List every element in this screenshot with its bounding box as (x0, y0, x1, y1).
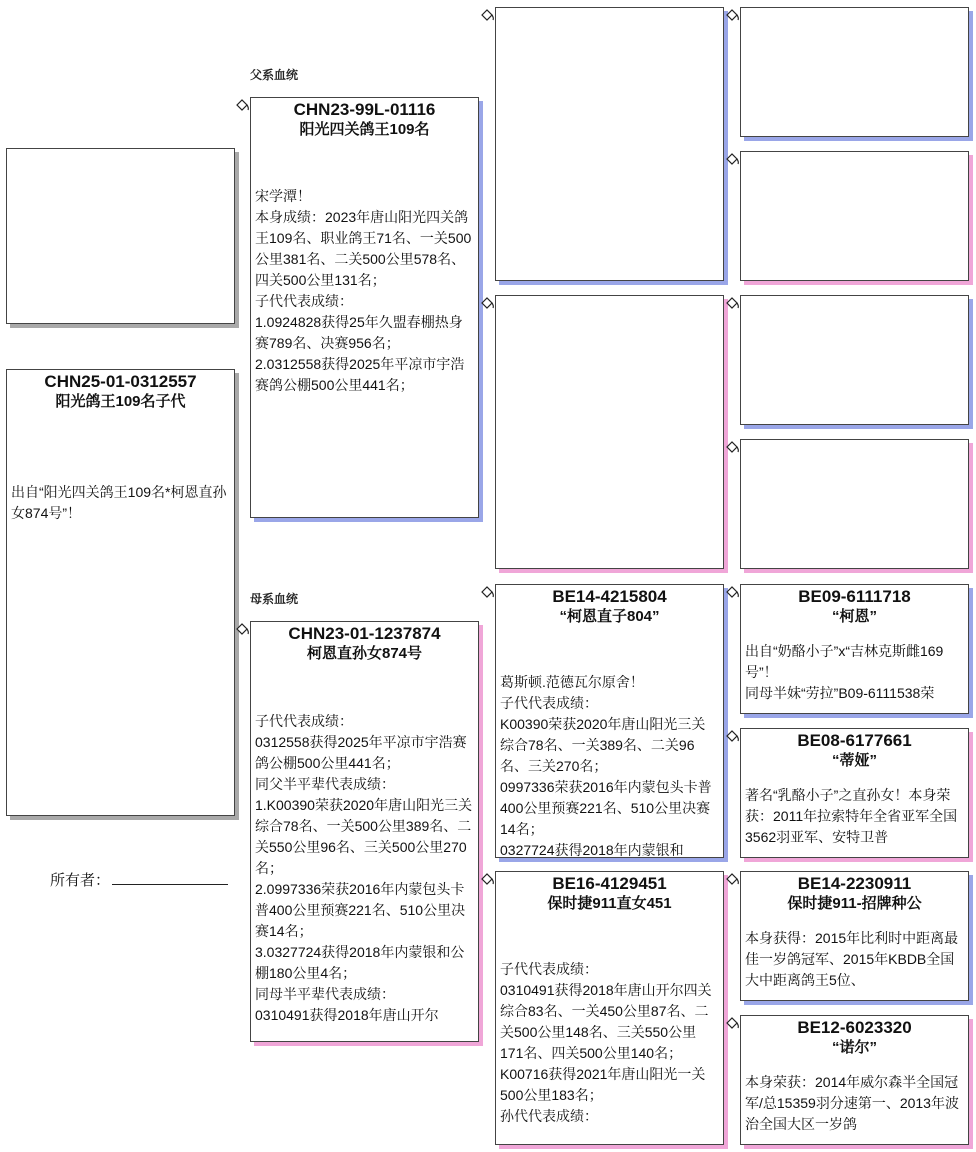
dam-dam-card[interactable] (495, 871, 724, 1145)
gg3-card[interactable] (740, 871, 969, 1001)
gg2-ring: BE08-6177661 (797, 731, 912, 750)
paint-bucket-icon[interactable] (724, 585, 740, 601)
paint-bucket-icon[interactable] (479, 872, 495, 888)
gg2-card[interactable] (740, 728, 969, 858)
subject-name: 阳光鸽王109名子代 (55, 393, 186, 410)
gg4-card[interactable] (740, 1015, 969, 1145)
sire-notes: 宋学潭！ 本身成绩：2023年唐山阳光四关鸽王109名、职业鸽王71名、一关500公里381名、二关500公里578名、四关500公里131名； 子代代表成绩： 1.0924828获得25年久盟春棚热身赛789名、决赛956名； 2.0312558获得2025年平凉市宇浩赛鸽公棚500公里441名； (255, 188, 472, 393)
ssd-card[interactable] (740, 151, 969, 281)
dam-sire-name: “柯恩直子804” (559, 608, 660, 625)
dam-dam-notes: 子代代表成绩： 0310491获得2018年唐山开尔四关综合83名、一关450公里87名、二关500公里148名、三关550公里171名、四关500公里140名； K00716获得2021年唐山阳光一关500公里183名； 孙代代表成绩： (500, 961, 712, 1124)
paint-bucket-icon[interactable] (724, 1016, 740, 1032)
paint-bucket-icon[interactable] (479, 296, 495, 312)
paint-bucket-icon[interactable] (724, 872, 740, 888)
dam-sire-notes: 葛斯顿.范德瓦尔原舍！ 子代代表成绩： K00390荣获2020年唐山阳光三关综合78名、一关389名、二关96名、三关270名； 0997336荣获2016年内蒙包头卡普400公里预赛221名、510公里决赛14名； 0327724获得2018年内蒙银和 (500, 674, 712, 858)
dam-line-label: 母系血统 (250, 592, 299, 606)
paint-bucket-icon[interactable] (479, 585, 495, 601)
owner-line[interactable] (112, 870, 228, 885)
subject-notes: 出自“阳光四关鸽王109名*柯恩直孙女874号”！ (11, 484, 227, 521)
dam-sire-card[interactable] (495, 584, 724, 858)
gg2-name: “蒂娅” (831, 752, 877, 769)
paint-bucket-icon[interactable] (724, 440, 740, 456)
owner-label: 所有者： (50, 872, 111, 889)
paint-bucket-icon[interactable] (724, 8, 740, 24)
dam-notes: 子代代表成绩： 0312558获得2025年平凉市宇浩赛鸽公棚500公里441名； 同父半平辈代表成绩： 1.K00390荣获2020年唐山阳光三关综合78名、一关500公里389名、二关550公里96名、三关500公里270名； 2.0997336荣获2016年内蒙包头卡普400公里预赛221名、510公里决赛14名； 3.0327724获得2018年内蒙银和公棚180公里4名； 同母半平辈代表成绩： 0310491获得2018年唐山开尔 (255, 713, 473, 1023)
dam-sire-ring: BE14-4215804 (552, 587, 667, 606)
sire-name: 阳光四关鸽王109名 (299, 121, 430, 138)
gg3-notes: 本身获得：2015年比利时中距离最佳一岁鸽冠军、2015年KBDB全国大中距离鸽王5位、 (745, 930, 959, 988)
dam-name: 柯恩直孙女874号 (306, 645, 423, 662)
sire-dam-card[interactable] (495, 295, 724, 569)
paint-bucket-icon[interactable] (479, 8, 495, 24)
gg2-notes: 著名“乳酪小子”之直孙女！本身荣获：2011年拉索特年全省亚军全国3562羽亚军、安特卫普 (745, 787, 958, 845)
paint-bucket-icon[interactable] (724, 152, 740, 168)
dam-dam-ring: BE16-4129451 (552, 874, 667, 893)
gg1-notes: 出自“奶酪小子”x“吉林克斯雌169号”！ 同母半妹“劳拉”B09-6111538荣 (745, 643, 944, 701)
photo-box[interactable] (6, 148, 235, 324)
sss-card[interactable] (740, 7, 969, 137)
gg1-ring: BE09-6111718 (798, 587, 911, 606)
paint-bucket-icon[interactable] (234, 622, 250, 638)
owner-field[interactable] (50, 869, 228, 890)
sire-card[interactable] (250, 97, 479, 518)
dam-dam-name: 保时捷911直女451 (547, 895, 672, 912)
gg3-name: 保时捷911-招牌种公 (787, 895, 922, 912)
gg4-name: “诺尔” (831, 1039, 877, 1056)
subject-ring: CHN25-01-0312557 (44, 372, 197, 391)
gg4-ring: BE12-6023320 (797, 1018, 912, 1037)
sire-line-label: 父系血统 (250, 68, 299, 82)
dam-ring: CHN23-01-1237874 (288, 624, 441, 643)
gg1-card[interactable] (740, 584, 969, 714)
gg3-ring: BE14-2230911 (797, 874, 912, 893)
dam-card[interactable] (250, 621, 479, 1042)
gg1-name: “柯恩” (831, 608, 877, 625)
gg4-notes: 本身荣获：2014年威尔森半全国冠军/总15359羽分速第一、2013年波治全国大区一岁鸽 (745, 1074, 959, 1132)
paint-bucket-icon[interactable] (724, 296, 740, 312)
sire-sire-card[interactable] (495, 7, 724, 281)
paint-bucket-icon[interactable] (724, 729, 740, 745)
subject-card[interactable] (6, 369, 235, 816)
sds-card[interactable] (740, 295, 969, 425)
sire-ring: CHN23-99L-01116 (293, 100, 436, 119)
paint-bucket-icon[interactable] (234, 98, 250, 114)
sdd-card[interactable] (740, 439, 969, 569)
